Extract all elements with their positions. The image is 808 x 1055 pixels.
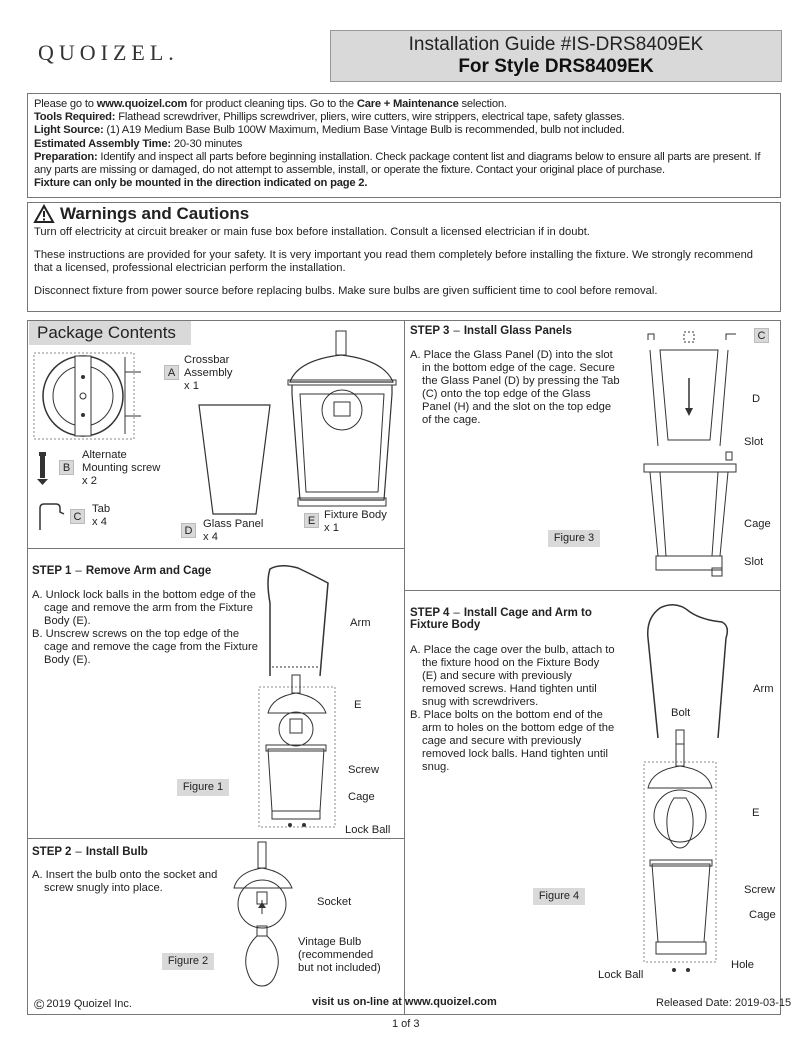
figure2-drawing xyxy=(230,840,300,990)
step4-text xyxy=(410,644,616,774)
step4-b: B. Place bolts on the bottom end of the arm to holes on the bottom edge of the cage and secure with previously removed lock balls. Hand tighten until snug. xyxy=(410,709,615,773)
fig3-slot-top-label: Slot xyxy=(744,436,764,448)
released-date: Released Date: 2019-03-15 xyxy=(656,997,792,1009)
care-post: selection. xyxy=(458,98,507,110)
letter-c: C xyxy=(70,509,85,524)
light-label: Light Source: xyxy=(34,124,104,137)
light-text: (1) A19 Medium Base Bulb 100W Maximum, Medium Base Vintage Bulb is recommended, bulb not included. xyxy=(103,124,625,137)
glass-panel-label xyxy=(203,518,273,544)
figure4-label: Figure 4 xyxy=(533,888,585,905)
fig3-c-label: C xyxy=(754,328,769,343)
tools-text: Flathead screwdriver, Phillips screwdriver, pliers, wire cutters, wire strippers, electrical tape, safety glasses. xyxy=(115,111,625,124)
crossbar-name: Crossbar Assembly xyxy=(184,354,233,379)
fig4-hole-label: Hole xyxy=(731,959,755,971)
fixture-body-name: Fixture Body xyxy=(324,509,387,521)
figure3-label: Figure 3 xyxy=(548,530,600,547)
figure2-label: Figure 2 xyxy=(162,953,214,970)
time-label: Estimated Assembly Time: xyxy=(34,137,171,150)
fig3-slot-bottom-label: Slot xyxy=(744,556,764,568)
fig4-e-label: E xyxy=(752,807,760,819)
step2-heading: STEP 2 – Install Bulb xyxy=(32,846,148,858)
mount-note: Fixture can only be mounted in the direction indicated on page 2. xyxy=(34,177,368,190)
fig4-screw-label: Screw xyxy=(744,884,776,896)
care-pre: Please go to xyxy=(34,98,97,110)
tools-label: Tools Required: xyxy=(34,111,116,124)
fig1-arm-label: Arm xyxy=(350,617,371,629)
screw-name: Alternate Mounting screw xyxy=(82,449,161,474)
fig2-socket-label: Socket xyxy=(317,896,352,908)
crossbar-qty: x 1 xyxy=(184,380,199,392)
step3-heading: STEP 3 – Install Glass Panels xyxy=(410,325,572,337)
letter-d: D xyxy=(181,523,196,538)
step4-title: Install Cage and Arm to Fixture Body xyxy=(410,607,592,631)
fig4-lockball-label: Lock Ball xyxy=(598,969,644,981)
step1-a: A. Unlock lock balls in the bottom edge of the cage and remove the arm from the Fixture Body (E). xyxy=(32,589,256,627)
screw-label xyxy=(82,449,172,488)
step4-heading: STEP 4 – Install Cage and Arm to Fixture Body xyxy=(410,607,592,631)
copyright xyxy=(34,996,132,1012)
guide-title: Installation Guide #IS-DRS8409EK xyxy=(408,34,704,55)
step1-heading: STEP 1 – Remove Arm and Cage xyxy=(32,565,212,577)
figure1-label: Figure 1 xyxy=(177,779,229,796)
step2-title: Install Bulb xyxy=(85,846,148,858)
fig1-cage-label: Cage xyxy=(348,791,375,803)
step1-text xyxy=(32,589,260,667)
figure4-drawing xyxy=(640,598,740,978)
copyright-icon: © xyxy=(34,996,45,1012)
step1-b: B. Unscrew screws on the top edge of the cage and remove the cage from the Fixture Body (E). xyxy=(32,628,258,666)
warnings-heading xyxy=(34,205,774,223)
glass-panel-drawing xyxy=(198,404,272,516)
copyright-text: 2019 Quoizel Inc. xyxy=(46,998,132,1010)
crossbar-label xyxy=(184,354,244,393)
page-number: 1 of 3 xyxy=(392,1018,420,1030)
fig4-arm-label: Arm xyxy=(753,683,774,695)
fixture-body-label xyxy=(324,509,404,535)
package-contents-title: Package Contents xyxy=(29,321,191,345)
letter-b: B xyxy=(59,460,74,475)
tab-qty: x 4 xyxy=(92,516,107,528)
letter-e: E xyxy=(304,513,319,528)
prep-text: Identify and inspect all parts before beginning installation. Check package content list and diagrams below to ensure all parts are present. If any parts are missing or damaged, do not attempt to assemble, install, or operate the fixture. Contact your original place of purchase. xyxy=(34,150,761,177)
care-maintenance-label: Care + Maintenance xyxy=(356,98,459,110)
warnings-box xyxy=(27,202,781,312)
fig4-bolt-label: Bolt xyxy=(671,707,691,719)
visit-link[interactable]: visit us on-line at www.quoizel.com xyxy=(312,996,497,1008)
step2-a: A. Insert the bulb onto the socket and screw snugly into place. xyxy=(32,869,218,894)
tab-label xyxy=(92,503,132,529)
figure3-drawing xyxy=(640,328,750,588)
divider-step1-step2 xyxy=(27,838,404,839)
step4-a: A. Place the cage over the bulb, attach to the fixture hood on the Fixture Body (E) and secure with previously removed screws. Hand tighten until snug with screwdrivers. xyxy=(410,644,615,708)
fixture-body-qty: x 1 xyxy=(324,522,339,534)
tab-name: Tab xyxy=(92,503,111,515)
step3-a: A. Place the Glass Panel (D) into the slot in the bottom edge of the cage. Secure the Glass Panel (D) by pressing the Tab (C) onto the top edge of the Glass Panel (H) and the slot on the top edge of the cage. xyxy=(410,349,620,426)
fixture-body-drawing xyxy=(288,330,398,510)
step3-title: Install Glass Panels xyxy=(463,325,572,337)
glass-panel-qty: x 4 xyxy=(203,531,218,543)
care-mid: for product cleaning tips. Go to the xyxy=(187,98,357,110)
title-box xyxy=(330,30,782,82)
divider-pkg-step1 xyxy=(27,548,404,549)
step1-num: STEP 1 xyxy=(32,565,72,577)
warning-p1: Turn off electricity at circuit breaker or main fuse box before installation. Consult a licensed electrician if in doubt. xyxy=(34,226,590,238)
fig1-lockball-label: Lock Ball xyxy=(345,824,391,836)
divider-step3-step4 xyxy=(404,590,781,591)
warning-icon xyxy=(34,205,54,223)
fig1-screw-label: Screw xyxy=(348,764,380,776)
crossbar-drawing xyxy=(33,352,143,442)
screw-drawing xyxy=(36,452,50,486)
time-text: 20-30 minutes xyxy=(170,137,243,150)
column-divider xyxy=(404,320,405,1015)
warning-p2: These instructions are provided for your safety. It is very important you read them completely before installing the fixture. We strongly recommend that a licensed, professional electrician perform the installation. xyxy=(34,248,754,274)
fig4-cage-label: Cage xyxy=(749,909,776,921)
fig1-e-label: E xyxy=(354,699,362,711)
step2-num: STEP 2 xyxy=(32,846,72,858)
tab-drawing xyxy=(38,502,66,532)
fig3-d-label: D xyxy=(752,393,761,405)
warnings-title: Warnings and Cautions xyxy=(60,204,250,224)
glass-panel-name: Glass Panel xyxy=(203,518,264,530)
figure1-drawing xyxy=(258,563,348,835)
screw-qty: x 2 xyxy=(82,475,97,487)
prep-label: Preparation: xyxy=(34,150,98,163)
warning-p3: Disconnect fixture from power source before replacing bulbs. Make sure bulbs are given sufficient time to cool before removal. xyxy=(34,284,658,297)
step4-num: STEP 4 xyxy=(410,607,450,619)
style-title: For Style DRS8409EK xyxy=(458,56,654,77)
letter-a: A xyxy=(164,365,179,380)
step3-num: STEP 3 xyxy=(410,325,450,337)
info-box xyxy=(27,93,781,198)
care-url-link[interactable]: www.quoizel.com xyxy=(96,98,188,110)
fig2-bulb-label: Vintage Bulb (recommended but not included) xyxy=(298,936,381,974)
fig3-cage-label: Cage xyxy=(744,518,771,530)
step1-title: Remove Arm and Cage xyxy=(85,565,212,577)
brand-logo: QUOIZEL. xyxy=(38,40,179,65)
